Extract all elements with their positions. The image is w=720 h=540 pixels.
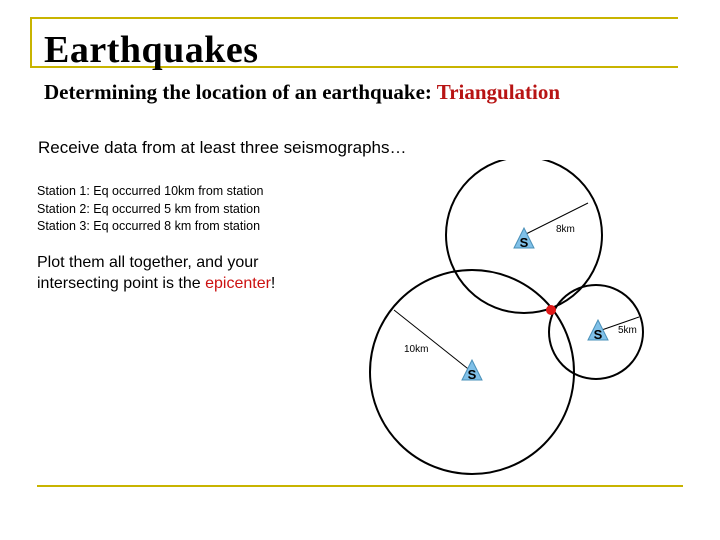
station-symbol-8km: S [519, 235, 529, 250]
station-triangle-icon [588, 320, 608, 342]
label-8km: 8km [556, 224, 575, 235]
station-line-1: Station 1: Eq occurred 10km from station [37, 184, 264, 198]
station-symbol-5km: S [593, 327, 603, 342]
label-5km: 5km [618, 325, 637, 336]
station-line-3: Station 3: Eq occurred 8 km from station [37, 219, 261, 233]
conclusion-line-1: Plot them all together, and your [37, 254, 259, 271]
conclusion-suffix: ! [270, 275, 276, 292]
subtitle-prefix: Determining the location of an earthquake: [44, 80, 437, 104]
subtitle-highlight: Triangulation [436, 80, 561, 104]
radius-line-10km [394, 310, 472, 372]
triangulation-diagram [360, 160, 660, 480]
label-10km: 10km [404, 344, 429, 355]
conclusion-line-2 [37, 273, 275, 294]
slide-subtitle [44, 80, 560, 105]
station-symbol-10km: S [467, 367, 477, 382]
station-line-2: Station 2: Eq occurred 5 km from station [37, 201, 261, 216]
epicenter-dot-icon [546, 305, 556, 315]
epicenter-word: epicenter [205, 275, 271, 292]
bottom-border-line [37, 485, 683, 487]
conclusion-text [37, 252, 275, 294]
top-border-line [30, 17, 678, 19]
left-border-line [30, 17, 32, 67]
station-triangle-icon [462, 360, 482, 382]
station-list [37, 183, 264, 236]
slide-title: Earthquakes [44, 29, 259, 71]
conclusion-prefix: intersecting point is the [37, 275, 206, 292]
intro-text: Receive data from at least three seismographs… [38, 138, 407, 157]
